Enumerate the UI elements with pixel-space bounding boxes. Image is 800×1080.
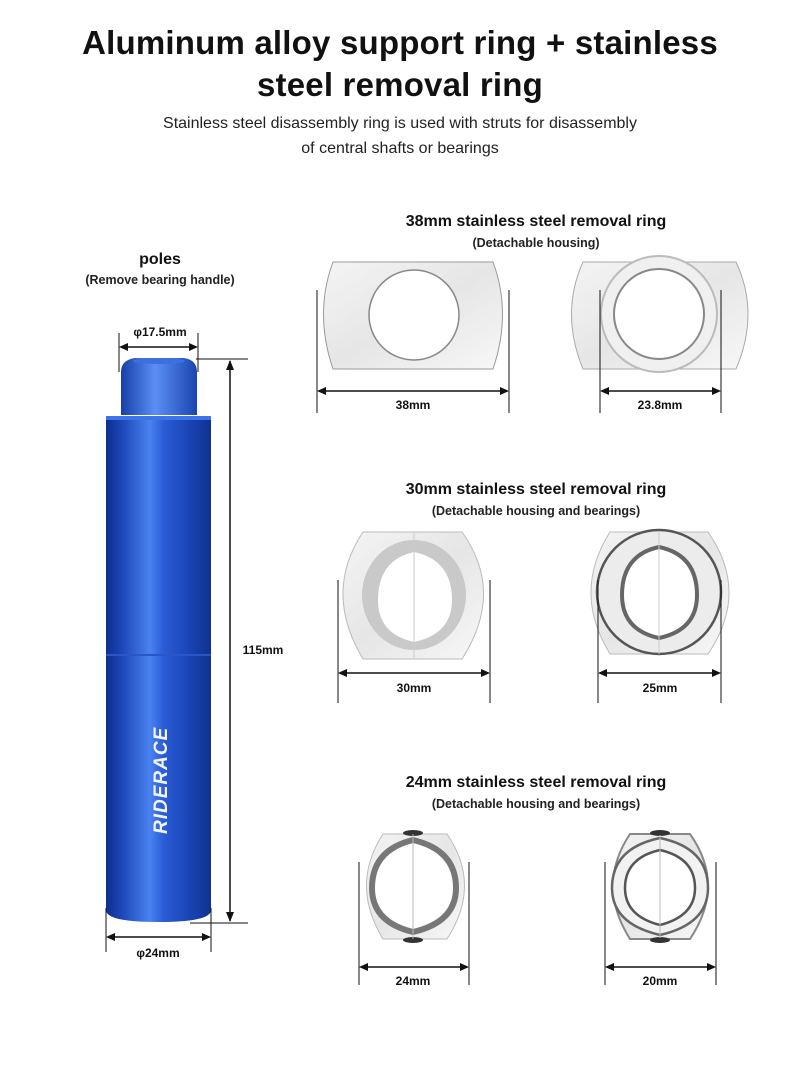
ring-38-right-dim: 23.8mm — [637, 398, 683, 412]
ring-38-title: 38mm stainless steel removal ring — [405, 213, 667, 230]
title-line-2: steel removal ring — [256, 66, 544, 103]
pole-subtitle: (Remove bearing handle) — [85, 273, 235, 287]
ring-38-left-dim: 38mm — [395, 398, 431, 412]
ring-30-subtitle: (Detachable housing and bearings) — [431, 504, 641, 518]
pole-length-label: 115mm — [242, 643, 284, 657]
ring-24-left-dim: 24mm — [395, 974, 431, 988]
subtitle-line-2: of central shafts or bearings — [301, 140, 499, 157]
pole-bottom-diameter-label: φ24mm — [136, 946, 180, 960]
title-line-1: Aluminum alloy support ring + stainless — [82, 24, 718, 61]
ring-30-title: 30mm stainless steel removal ring — [405, 481, 667, 498]
ring-24-title: 24mm stainless steel removal ring — [405, 774, 667, 791]
brand-logo: RIDERACE — [151, 726, 172, 834]
pole-title: poles — [139, 251, 181, 268]
ring-30-left-dim: 30mm — [396, 681, 432, 695]
ring-24-subtitle: (Detachable housing and bearings) — [431, 797, 641, 811]
pole-top-diameter-label: φ17.5mm — [133, 325, 187, 339]
subtitle-line-1: Stainless steel disassembly ring is used with struts for disassembly — [163, 115, 637, 132]
ring-24-right-dim: 20mm — [642, 974, 678, 988]
ring-30-right-dim: 25mm — [642, 681, 678, 695]
ring-38-subtitle: (Detachable housing) — [472, 236, 600, 250]
